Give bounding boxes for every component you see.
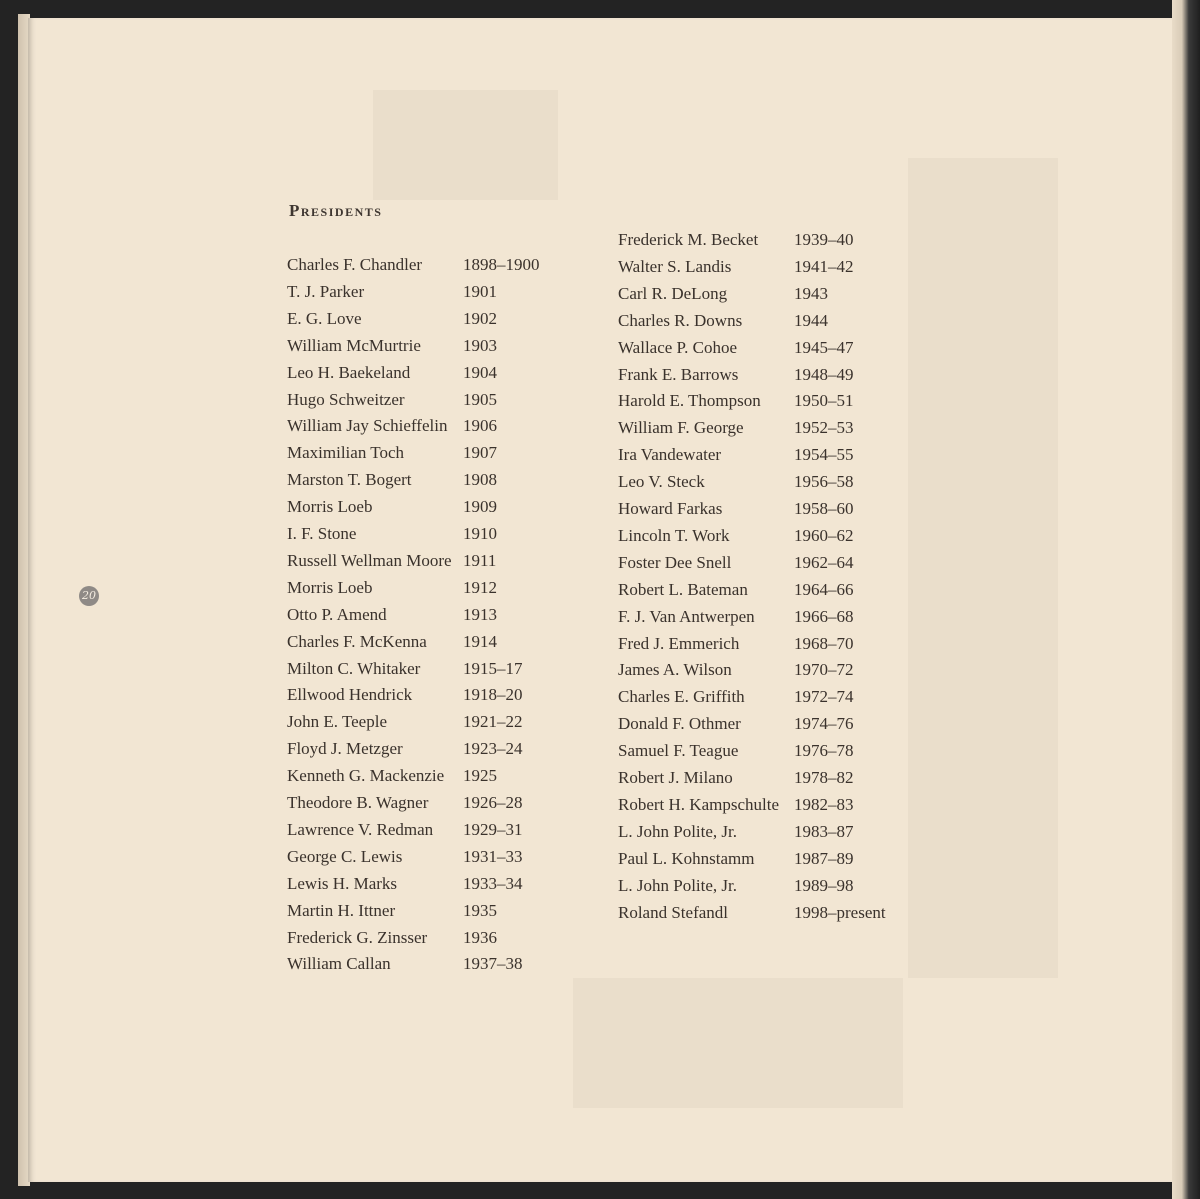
term-years: 1976–78 xyxy=(794,741,854,761)
president-name: Carl R. DeLong xyxy=(618,283,728,303)
term-years: 1982–83 xyxy=(794,794,854,814)
term-years: 1972–74 xyxy=(794,687,854,707)
president-name: Donald F. Othmer xyxy=(618,714,741,734)
president-name: Russell Wellman Moore xyxy=(287,550,452,570)
term-years: 1968–70 xyxy=(794,633,854,653)
term-years: 1958–60 xyxy=(794,499,854,518)
president-name: Hugo Schweitzer xyxy=(287,389,405,409)
term-years: 1952–53 xyxy=(794,418,854,438)
president-name: Frederick M. Becket xyxy=(618,230,759,249)
president-name: John E. Teeple xyxy=(287,712,387,732)
president-name: Robert L. Bateman xyxy=(618,579,748,599)
president-name: William McMurtrie xyxy=(287,335,421,355)
president-name: William Jay Schieffelin xyxy=(287,416,448,436)
term-years: 1936 xyxy=(463,927,497,947)
president-name: Marston T. Bogert xyxy=(287,470,412,490)
president-name: Lawrence V. Redman xyxy=(287,819,434,839)
president-name: Morris Loeb xyxy=(287,577,373,597)
term-years: 1978–82 xyxy=(794,768,854,787)
president-name: L. John Polite, Jr. xyxy=(618,875,738,895)
president-name: Milton C. Whitaker xyxy=(287,658,421,678)
show-through-block xyxy=(573,978,903,1108)
president-name: Robert J. Milano xyxy=(618,768,733,787)
president-name: I. F. Stone xyxy=(287,524,357,543)
president-name: Samuel F. Teague xyxy=(618,741,739,761)
term-years: 1939–40 xyxy=(794,230,854,249)
president-name: Theodore B. Wagner xyxy=(287,793,429,812)
president-name: Paul L. Kohnstamm xyxy=(618,848,755,868)
president-name: E. G. Love xyxy=(287,308,362,328)
president-name: Foster Dee Snell xyxy=(618,552,732,572)
president-name: Martin H. Ittner xyxy=(287,900,396,920)
president-name: Lewis H. Marks xyxy=(287,873,398,893)
term-years: 1943 xyxy=(794,283,828,303)
president-name: William F. George xyxy=(618,418,744,438)
term-years: 1898–1900 xyxy=(463,255,540,274)
term-years: 1908 xyxy=(463,470,497,490)
president-name: Frank E. Barrows xyxy=(618,364,739,384)
president-name: Charles F. McKenna xyxy=(287,631,427,651)
president-name: Charles F. Chandler xyxy=(287,255,423,274)
term-years: 1906 xyxy=(463,416,497,436)
term-years: 1966–68 xyxy=(794,606,854,626)
president-name: Otto P. Amend xyxy=(287,604,387,624)
term-years: 1987–89 xyxy=(794,848,854,868)
president-name: Charles E. Griffith xyxy=(618,687,745,707)
show-through-block xyxy=(373,90,558,200)
term-years: 1910 xyxy=(463,524,497,543)
term-years: 1945–47 xyxy=(794,337,854,357)
term-years: 1929–31 xyxy=(463,819,523,839)
term-years: 1905 xyxy=(463,389,497,409)
president-name: Frederick G. Zinsser xyxy=(287,927,428,947)
page-number-badge: 20 xyxy=(79,586,99,606)
term-years: 1937–38 xyxy=(463,954,523,974)
president-name: Morris Loeb xyxy=(287,497,373,517)
booklet-page xyxy=(28,18,1180,1182)
president-name: Ira Vandewater xyxy=(618,445,722,465)
term-years: 1903 xyxy=(463,335,497,355)
president-name: Wallace P. Cohoe xyxy=(618,337,738,357)
term-years: 1911 xyxy=(463,550,497,570)
president-name: Leo H. Baekeland xyxy=(287,362,411,382)
term-years: 1962–64 xyxy=(794,552,854,572)
president-name: Floyd J. Metzger xyxy=(287,739,403,759)
term-years: 1950–51 xyxy=(794,391,854,411)
president-name: Fred J. Emmerich xyxy=(618,633,740,653)
term-years: 1914 xyxy=(463,631,497,651)
president-name: Walter S. Landis xyxy=(618,256,732,276)
term-years: 1925 xyxy=(463,766,497,786)
president-name: Maximilian Toch xyxy=(287,443,405,463)
president-name: Howard Farkas xyxy=(618,499,723,518)
president-name: Harold E. Thompson xyxy=(618,391,761,411)
president-name: George C. Lewis xyxy=(287,846,403,866)
president-name: Lincoln T. Work xyxy=(618,525,730,545)
president-name: L. John Polite, Jr. xyxy=(618,821,738,841)
term-years: 1931–33 xyxy=(463,846,523,866)
term-years: 1974–76 xyxy=(794,714,854,734)
term-years: 1904 xyxy=(463,362,497,382)
term-years: 1913 xyxy=(463,604,497,624)
page-right-edge xyxy=(1172,0,1200,1199)
term-years: 1923–24 xyxy=(463,739,523,759)
president-name: F. J. Van Antwerpen xyxy=(618,606,755,626)
term-years: 1983–87 xyxy=(794,821,854,841)
term-years: 1960–62 xyxy=(794,525,854,545)
term-years: 1912 xyxy=(463,577,497,597)
show-through-block xyxy=(908,158,1058,978)
president-name: Charles R. Downs xyxy=(618,310,743,330)
term-years: 1918–20 xyxy=(463,685,523,705)
term-years: 1915–17 xyxy=(463,658,523,678)
term-years: 1944 xyxy=(794,310,828,330)
term-years: 1926–28 xyxy=(463,793,523,812)
term-years: 1935 xyxy=(463,900,497,920)
term-years: 1907 xyxy=(463,443,497,463)
section-heading: Presidents xyxy=(289,201,383,220)
term-years: 1948–49 xyxy=(794,364,854,384)
term-years: 1954–55 xyxy=(794,445,854,465)
president-name: William Callan xyxy=(287,954,391,974)
president-name: Roland Stefandl xyxy=(618,902,729,922)
term-years: 1902 xyxy=(463,308,497,328)
president-name: Kenneth G. Mackenzie xyxy=(287,766,445,786)
president-name: Ellwood Hendrick xyxy=(287,685,413,705)
term-years: 1921–22 xyxy=(463,712,523,732)
term-years: 1909 xyxy=(463,497,497,517)
president-name: T. J. Parker xyxy=(287,281,365,301)
president-name: Leo V. Steck xyxy=(618,472,705,492)
term-years: 1998–present xyxy=(794,902,886,922)
president-name: Robert H. Kampschulte xyxy=(618,794,779,814)
term-years: 1901 xyxy=(463,281,497,301)
term-years: 1933–34 xyxy=(463,873,523,893)
term-years: 1964–66 xyxy=(794,579,854,599)
president-name: James A. Wilson xyxy=(618,660,732,680)
term-years: 1956–58 xyxy=(794,472,854,492)
term-years: 1970–72 xyxy=(794,660,854,680)
term-years: 1989–98 xyxy=(794,875,854,895)
term-years: 1941–42 xyxy=(794,256,854,276)
